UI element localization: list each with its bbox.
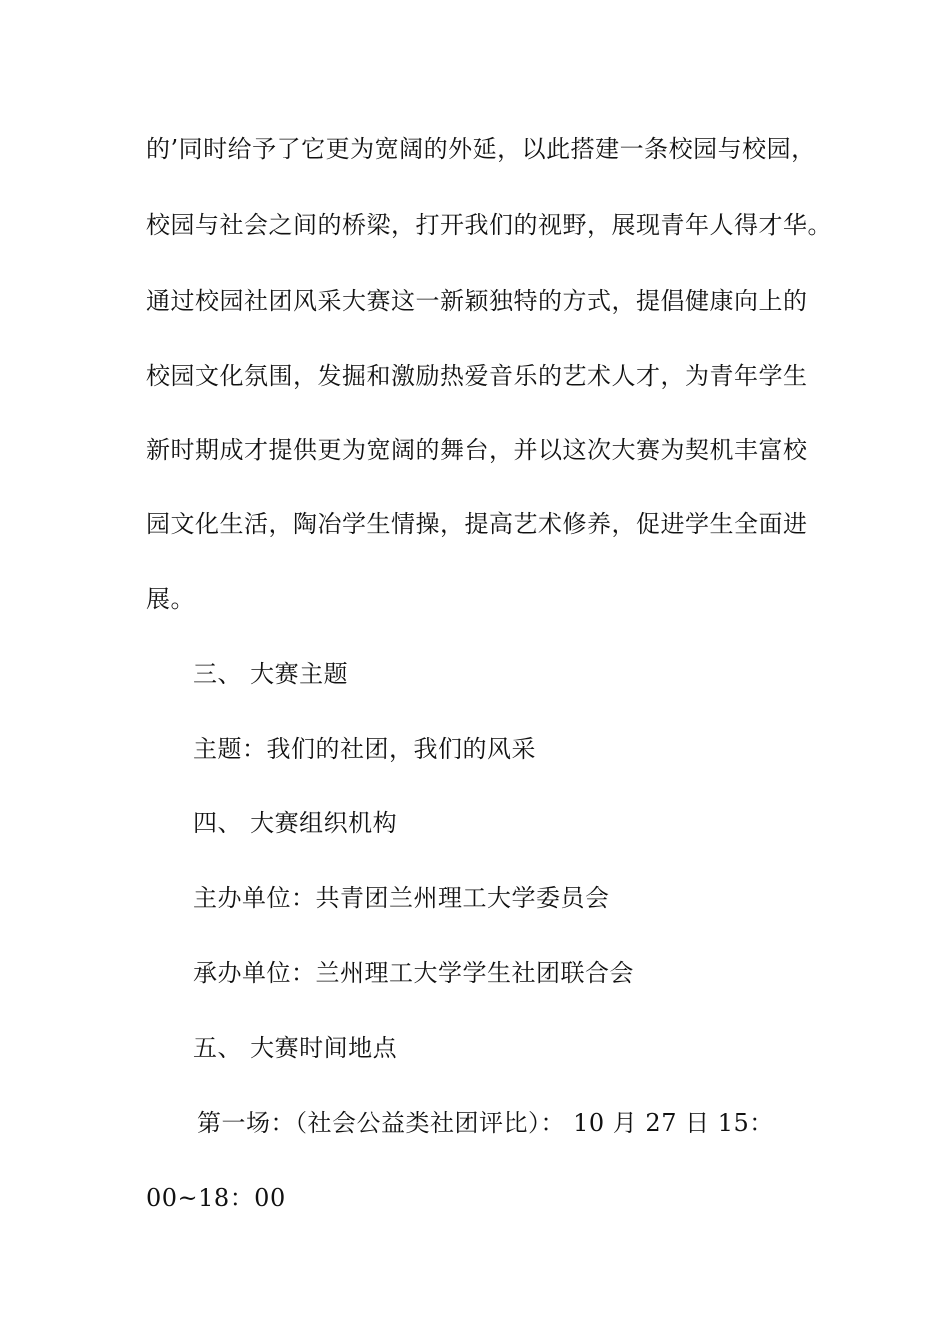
theme-line: 主题：我们的社团，我们的风采 bbox=[193, 735, 536, 763]
host-line: 承办单位：兰州理工大学学生社团联合会 bbox=[193, 959, 634, 987]
paragraph-line-5: 新时期成才提供更为宽阔的舞台，并以这次大赛为契机丰富校 bbox=[146, 436, 808, 464]
section-heading-theme: 三、 大赛主题 bbox=[193, 660, 349, 688]
paragraph-line-4: 校园文化氛围，发掘和激励热爱音乐的艺术人才，为青年学生 bbox=[146, 362, 808, 390]
paragraph-line-1: 的’同时给予了它更为宽阔的外延，以此搭建一条校园与校园， bbox=[146, 135, 816, 163]
section-heading-time-place: 五、 大赛时间地点 bbox=[193, 1034, 398, 1062]
section-heading-organization: 四、 大赛组织机构 bbox=[193, 809, 398, 837]
first-round-time-continuation: 00~18：00 bbox=[146, 1184, 286, 1212]
paragraph-line-6: 园文化生活，陶冶学生情操，提高艺术修养，促进学生全面进 bbox=[146, 510, 808, 538]
organizer-line: 主办单位：共青团兰州理工大学委员会 bbox=[193, 884, 610, 912]
paragraph-line-2: 校园与社会之间的桥梁，打开我们的视野，展现青年人得才华。 bbox=[146, 211, 832, 239]
paragraph-line-7: 展。 bbox=[146, 585, 195, 613]
paragraph-line-3: 通过校园社团风采大赛这一新颖独特的方式，提倡健康向上的 bbox=[146, 287, 808, 315]
first-round-line: 第一场：（社会公益类社团评比）： 10 月 27 日 15： bbox=[197, 1109, 774, 1137]
